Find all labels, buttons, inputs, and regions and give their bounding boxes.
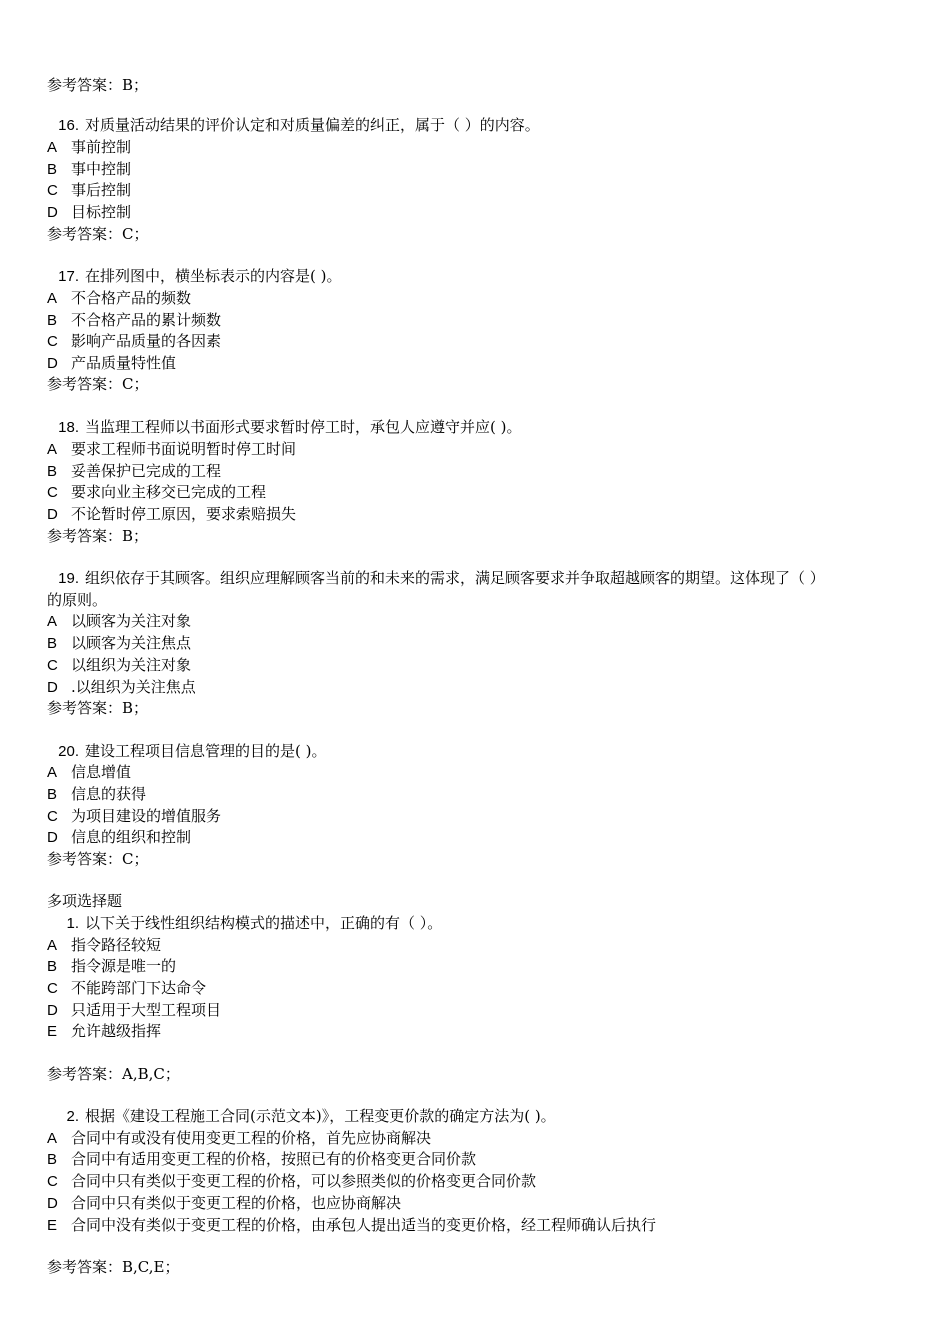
answer-option bbox=[47, 310, 221, 331]
answer-option bbox=[47, 827, 191, 848]
option-text: 只适用于大型工程项目 bbox=[71, 1001, 222, 1019]
answer-option bbox=[47, 956, 176, 977]
question-stem bbox=[47, 568, 825, 589]
answer-option bbox=[47, 288, 191, 309]
option-letter: C bbox=[47, 808, 58, 825]
option-text: 以顾客为关注对象 bbox=[71, 612, 192, 630]
option-letter: B bbox=[47, 463, 58, 480]
question-number: 16. bbox=[58, 117, 79, 134]
answer-option bbox=[47, 677, 196, 698]
answer-option bbox=[47, 137, 131, 158]
reference-answer: 参考答案：C； bbox=[47, 850, 149, 868]
option-text: 为项目建设的增值服务 bbox=[71, 807, 222, 825]
option-letter: A bbox=[47, 441, 58, 458]
answer-option bbox=[47, 1215, 656, 1236]
question-text: 以下关于线性组织结构模式的描述中，正确的有（ ）。 bbox=[85, 914, 443, 932]
option-text: 合同中有或没有使用变更工程的价格，首先应协商解决 bbox=[71, 1129, 432, 1147]
option-text: 妥善保护已完成的工程 bbox=[71, 462, 222, 480]
question-continuation: 的原则。 bbox=[47, 591, 108, 609]
option-text: 指令源是唯一的 bbox=[71, 957, 177, 975]
option-letter: A bbox=[47, 139, 58, 156]
option-text: 以顾客为关注焦点 bbox=[71, 634, 192, 652]
question-stem bbox=[47, 741, 326, 762]
question-stem bbox=[47, 417, 521, 438]
answer-option bbox=[47, 1128, 431, 1149]
question-text: 在排列图中，横坐标表示的内容是( )。 bbox=[85, 267, 342, 285]
option-text: 事中控制 bbox=[71, 160, 132, 178]
option-text: 允许越级指挥 bbox=[71, 1022, 162, 1040]
option-text: 不合格产品的累计频数 bbox=[71, 311, 222, 329]
option-text: 信息的组织和控制 bbox=[71, 828, 192, 846]
option-text: 事前控制 bbox=[71, 138, 132, 156]
option-letter: D bbox=[47, 506, 58, 523]
option-letter: B bbox=[47, 161, 58, 178]
option-letter: B bbox=[47, 786, 58, 803]
answer-option bbox=[47, 978, 206, 999]
option-letter: C bbox=[47, 1173, 58, 1190]
answer-option bbox=[47, 1171, 536, 1192]
option-letter: D bbox=[47, 1002, 58, 1019]
answer-option bbox=[47, 762, 131, 783]
question-number: 2. bbox=[66, 1108, 79, 1125]
option-text: 不论暂时停工原因，要求索赔损失 bbox=[71, 505, 297, 523]
question-number: 1. bbox=[66, 915, 79, 932]
option-letter: E bbox=[47, 1217, 58, 1234]
option-letter: D bbox=[47, 679, 58, 696]
reference-answer: 参考答案：B,C,E； bbox=[47, 1258, 180, 1276]
reference-answer: 参考答案：B； bbox=[47, 76, 149, 94]
option-text: 不能跨部门下达命令 bbox=[71, 979, 207, 997]
option-letter: C bbox=[47, 333, 58, 350]
question-stem bbox=[47, 266, 341, 287]
reference-answer: 参考答案：A,B,C； bbox=[47, 1065, 180, 1083]
reference-answer: 参考答案：B； bbox=[47, 699, 149, 717]
option-letter: C bbox=[47, 182, 58, 199]
option-letter: D bbox=[47, 355, 58, 372]
option-text: 指令路径较短 bbox=[71, 936, 162, 954]
question-text: 组织依存于其顾客。组织应理解顾客当前的和未来的需求，满足顾客要求并争取超越顾客的期望。这体现了（ ） bbox=[85, 569, 825, 587]
option-letter: D bbox=[47, 204, 58, 221]
answer-option bbox=[47, 633, 191, 654]
answer-option bbox=[47, 482, 266, 503]
section-heading: 多项选择题 bbox=[47, 892, 123, 910]
option-letter: A bbox=[47, 290, 58, 307]
reference-answer: 参考答案：C； bbox=[47, 375, 149, 393]
option-text: .以组织为关注焦点 bbox=[71, 678, 196, 696]
option-letter: C bbox=[47, 657, 58, 674]
question-text: 当监理工程师以书面形式要求暂时停工时，承包人应遵守并应( )。 bbox=[85, 418, 522, 436]
answer-option bbox=[47, 935, 161, 956]
option-letter: A bbox=[47, 764, 58, 781]
option-letter: B bbox=[47, 1151, 58, 1168]
question-number: 17. bbox=[58, 268, 79, 285]
option-text: 事后控制 bbox=[71, 181, 132, 199]
question-text: 根据《建设工程施工合同(示范文本)》，工程变更价款的确定方法为( )。 bbox=[85, 1107, 556, 1125]
answer-option bbox=[47, 353, 176, 374]
question-stem bbox=[47, 913, 442, 934]
answer-option bbox=[47, 784, 146, 805]
option-letter: A bbox=[47, 937, 58, 954]
option-text: 影响产品质量的各因素 bbox=[71, 332, 222, 350]
answer-option bbox=[47, 504, 296, 525]
option-text: 要求工程师书面说明暂时停工时间 bbox=[71, 440, 297, 458]
option-letter: E bbox=[47, 1023, 58, 1040]
answer-option bbox=[47, 331, 221, 352]
answer-option bbox=[47, 461, 221, 482]
question-number: 19. bbox=[58, 570, 79, 587]
reference-answer: 参考答案：B； bbox=[47, 527, 149, 545]
option-letter: C bbox=[47, 484, 58, 501]
answer-option bbox=[47, 1000, 221, 1021]
option-text: 要求向业主移交已完成的工程 bbox=[71, 483, 267, 501]
answer-option bbox=[47, 159, 131, 180]
question-stem bbox=[47, 1106, 556, 1127]
option-letter: B bbox=[47, 635, 58, 652]
question-stem bbox=[47, 115, 540, 136]
answer-option bbox=[47, 611, 191, 632]
option-text: 产品质量特性值 bbox=[71, 354, 177, 372]
option-letter: B bbox=[47, 958, 58, 975]
option-text: 合同中只有类似于变更工程的价格，也应协商解决 bbox=[71, 1194, 402, 1212]
option-letter: D bbox=[47, 1195, 58, 1212]
answer-option bbox=[47, 1021, 161, 1042]
option-text: 以组织为关注对象 bbox=[71, 656, 192, 674]
option-letter: B bbox=[47, 312, 58, 329]
question-text: 建设工程项目信息管理的目的是( )。 bbox=[85, 742, 327, 760]
option-text: 合同中只有类似于变更工程的价格，可以参照类似的价格变更合同价款 bbox=[71, 1172, 537, 1190]
option-text: 不合格产品的频数 bbox=[71, 289, 192, 307]
answer-option bbox=[47, 1193, 401, 1214]
option-text: 信息增值 bbox=[71, 763, 132, 781]
option-letter: A bbox=[47, 613, 58, 630]
question-text: 对质量活动结果的评价认定和对质量偏差的纠正，属于（ ）的内容。 bbox=[85, 116, 540, 134]
option-text: 合同中有适用变更工程的价格，按照已有的价格变更合同价款 bbox=[71, 1150, 477, 1168]
option-text: 信息的获得 bbox=[71, 785, 147, 803]
answer-option bbox=[47, 1149, 476, 1170]
answer-option bbox=[47, 655, 191, 676]
option-text: 目标控制 bbox=[71, 203, 132, 221]
answer-option bbox=[47, 439, 296, 460]
option-letter: C bbox=[47, 980, 58, 997]
question-number: 18. bbox=[58, 419, 79, 436]
answer-option bbox=[47, 202, 131, 223]
option-letter: D bbox=[47, 829, 58, 846]
option-text: 合同中没有类似于变更工程的价格，由承包人提出适当的变更价格，经工程师确认后执行 bbox=[71, 1216, 657, 1234]
answer-option bbox=[47, 180, 131, 201]
reference-answer: 参考答案：C； bbox=[47, 225, 149, 243]
answer-option bbox=[47, 806, 221, 827]
question-number: 20. bbox=[58, 743, 79, 760]
option-letter: A bbox=[47, 1130, 58, 1147]
